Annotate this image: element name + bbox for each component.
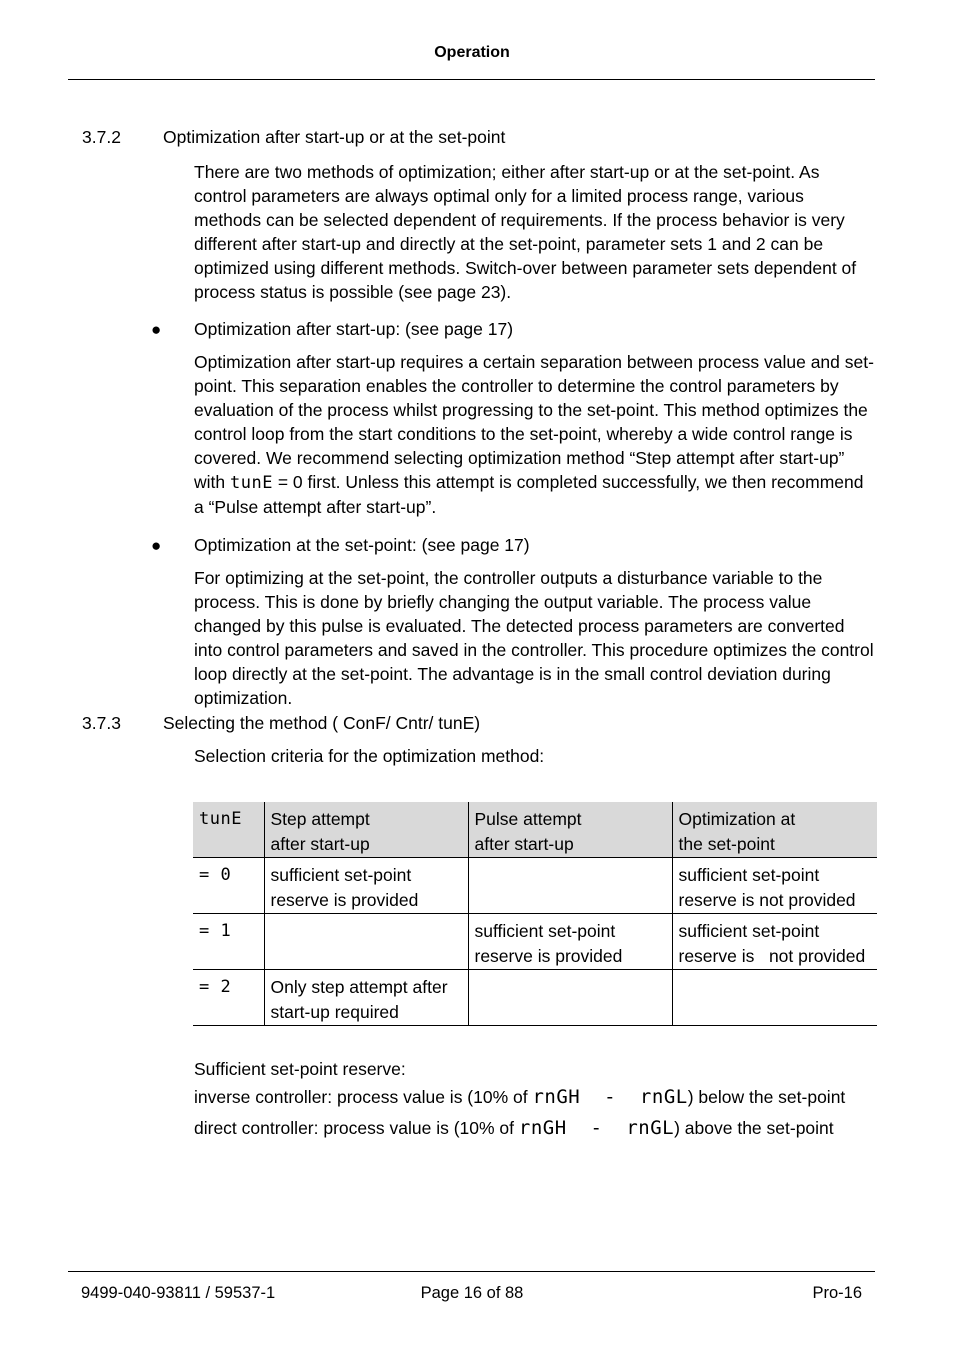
table-header-row [193,802,877,858]
table-cell: sufficient set-point reserve is provided [468,914,672,970]
footer-doc-number: 9499-040-93811 / 59537-1 [81,1284,276,1302]
table-cell: sufficient set-point reserve is provided [264,858,468,914]
bullet-dot-icon: ● [151,536,162,555]
startup-paragraph [194,350,874,519]
table-cell [672,970,877,1026]
table-header-cell: Step attempt after start-up [264,802,468,858]
reserve-title: Sufficient set-point reserve: [194,1059,406,1079]
page-header-title: Operation [434,44,510,61]
startup-text-after: = 0 first. Unless this attempt is completed successfully, we then recommend a “Pulse attempt after start-up”. [194,472,864,517]
table-cell [468,858,672,914]
footer-product: Pro-16 [812,1284,862,1302]
section-intro-paragraph: There are two methods of optimization; either after start-up or at the set-point. As control parameters are always optimal only for a limited process range, various methods can be selected dependent of requirements. If the process behavior is very different after start-up and directly at the set-point, parameter sets 1 and 2 can be optimized using different methods. Switch-over between parameter sets dependent of process status is possible (see page 23). [194,162,857,302]
section-number: 3.7.2 [82,127,121,147]
footer-page-number: Page 16 of 88 [420,1284,524,1302]
table-cell: = 0 [193,858,264,914]
lcd-range: rnGH - rnGL [518,1117,675,1139]
section-title: Selecting the method ( ConF/ Cntr/ tunE) [163,713,481,733]
bullet-title-setpoint: Optimization at the set-point: (see page 17) [194,535,530,555]
header-rule [68,79,875,80]
criteria-label: Selection criteria for the optimization method: [194,746,545,766]
reserve-line-direct: direct controller: process value is (10% of rnGH - rnGL) above the set-point [194,1117,834,1139]
table-row [193,970,877,1026]
footer-rule [68,1271,875,1272]
table-header-cell: Pulse attempt after start-up [468,802,672,858]
table-cell [264,914,468,970]
bullet-title-startup: Optimization after start-up: (see page 17) [194,319,514,339]
lcd-tune: tunE [230,473,273,493]
table-cell: = 2 [193,970,264,1026]
table-header-cell: tunE [193,802,264,858]
setpoint-paragraph: For optimizing at the set-point, the controller outputs a disturbance variable to the process. This is done by briefly changing the output variable. The process value changed by this pulse is evaluated. The detected process parameters are converted into control parameters and saved in the controller. This procedure optimizes the control loop directly at the set-point. The advantage is in the small control deviation during optimization. [194,568,874,708]
lcd-range: rnGH - rnGL [532,1086,688,1108]
startup-text-before: Optimization after start-up requires a certain separation between process value and set-point. This separation enables the controller to determine the control parameters by evaluation of the process whilst progressing to the set-point. This method optimizes the control loop from the start conditions to the set-point, whereby a wide control range is covered. We recommend selecting optimization method “Step attempt after start-up” with [194,352,874,492]
table-cell: sufficient set-point reserve is not provided [672,914,877,970]
method-selection-table [193,802,877,1026]
section-title: Optimization after start-up or at the set-point [163,127,506,147]
table-cell: Only step attempt after start-up required [264,970,468,1026]
reserve-line-inverse: inverse controller: process value is (10% of rnGH - rnGL) below the set-point [194,1086,846,1108]
section-number: 3.7.3 [82,713,121,733]
table-header-cell: Optimization at the set-point [672,802,877,858]
table-cell: sufficient set-point reserve is not provided [672,858,877,914]
table-cell: = 1 [193,914,264,970]
table-row [193,858,877,914]
bullet-dot-icon: ● [151,320,162,339]
table-cell [468,970,672,1026]
table-row [193,914,877,970]
